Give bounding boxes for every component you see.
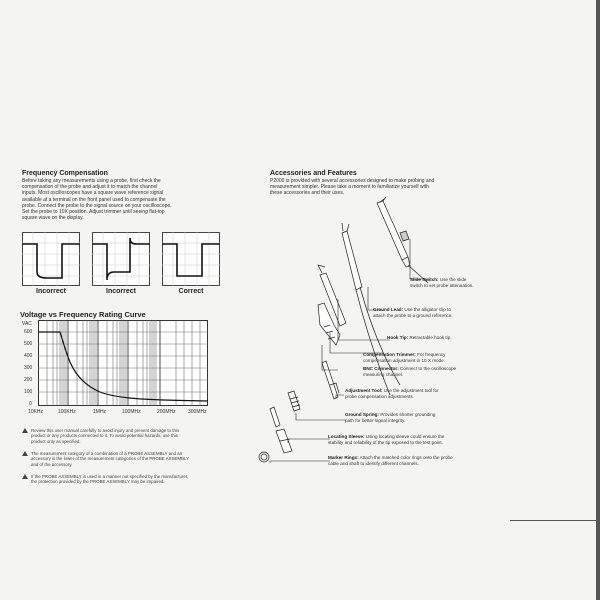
y-tick: 0 [29, 401, 32, 407]
warning-line: If the PROBE ASSEMBLY is used in a manner not specified by the manufacturer, [22, 474, 227, 479]
y-tick: 600 [24, 329, 33, 335]
y-tick: 100 [24, 389, 33, 395]
label-adjustment-tool: Adjustment Tool: Use the adjustment tool for probe compensation adjustments. [345, 388, 439, 399]
body-line: these accessories and their uses. [270, 190, 345, 197]
body-line: square wave on the display. [22, 215, 84, 222]
label-marker-rings: Marker Rings: Attach the matched color rings onto the probe cable and shaft to identify different channels. [328, 455, 453, 466]
x-tick: 100MHz [122, 409, 141, 415]
x-tick: 200MHz [157, 409, 176, 415]
scan-edge [596, 0, 600, 600]
warning-line: The measurement category of a combination of a PROBE ASSEMBLY and an [22, 451, 227, 456]
warning-3 [22, 474, 227, 485]
freq-comp-title: Frequency Compensation [22, 170, 108, 177]
warning-1 [22, 428, 227, 444]
y-tick: 200 [24, 377, 33, 383]
label-locating-sleeve: Locating Sleeve: Using locating sleeve could ensure the stability and reliability of the tip exposed to the test point. [328, 434, 445, 445]
label-ground-spring: Ground Spring: Provides shorter grounding path for better signal integrity. [345, 412, 436, 423]
waveform-overcompensated [92, 232, 150, 286]
label-ground-lead: Ground Lead: Use the alligator clip to attach the probe to a ground reference. [373, 307, 453, 318]
scan-edge-line [510, 520, 596, 521]
x-tick: 300MHz [188, 409, 207, 415]
body-line: available at a terminal on the front panel used to compensate the [22, 196, 166, 203]
caption-incorrect-2: Incorrect [106, 288, 136, 295]
body-line: measurement simpler. Please take a moment to familiarize yourself with [270, 184, 429, 191]
warning-icon [22, 474, 28, 479]
vf-chart-title: Voltage vs Frequency Rating Curve [20, 310, 146, 319]
body-line: Set the probe to 10X position. Adjust trimmer until seeing flat-top [22, 209, 165, 216]
accessories-intro [270, 178, 510, 197]
accessories-title: Accessories and Features [270, 170, 357, 177]
vf-chart-plot [38, 320, 208, 406]
label-hook-tip: Hook Tip: Retractable hook tip. [387, 335, 452, 340]
waveform-correct [162, 232, 220, 286]
body-line: compensation of the probe and adjust it to match the channel [22, 184, 158, 191]
x-tick: 1MHz [93, 409, 107, 415]
x-tick: 10KHz [28, 409, 44, 415]
warning-2 [22, 451, 227, 467]
accessories-illustration [250, 195, 450, 495]
warning-line: product or any products connected to it. To avoid potential hazards, use this [31, 433, 178, 439]
y-tick-unit: VAC [22, 321, 32, 327]
warning-line: Review this user manual carefully to avoid injury and prevent damage to this [22, 428, 227, 433]
y-tick: 400 [24, 353, 33, 359]
warning-icon [22, 428, 28, 433]
freq-comp-body [22, 178, 242, 221]
warning-line: and of the accessory. [31, 461, 73, 467]
caption-correct: Correct [178, 288, 204, 295]
label-bnc-connector: BNC Connector: Connect to the oscilloscope measuring channel. [363, 366, 457, 377]
y-tick: 300 [24, 365, 33, 371]
warning-icon [22, 451, 28, 456]
body-line: inputs. Most oscilloscopes have a square wave reference signal [22, 190, 164, 197]
warning-line: the protection provided by the PROBE ASSEMBLY may be impaired. [31, 479, 165, 485]
label-compensation-trimmer: Compensation Trimmer: For frequency compensation adjustment in 10 X mode. [363, 352, 446, 363]
warning-line: accessory is the lower of the measurement categories of the PROBE ASSEMBLY [31, 456, 190, 462]
label-slide-switch: Slide Switch: Use the slide switch to set probe attenuation. [410, 277, 474, 288]
y-tick: 500 [24, 341, 33, 347]
waveform-undercompensated [22, 232, 80, 286]
warning-line: product only as specified. [31, 438, 81, 444]
x-tick: 100KHz [58, 409, 76, 415]
body-line: probe. Connect the probe to the signal source on your oscilloscope. [22, 202, 172, 209]
body-line: Before taking any measurements using a probe, first check the [22, 178, 161, 184]
body-line: P2000 is provided with several accessories designed to make probing and [270, 178, 435, 184]
caption-incorrect-1: Incorrect [36, 288, 66, 295]
